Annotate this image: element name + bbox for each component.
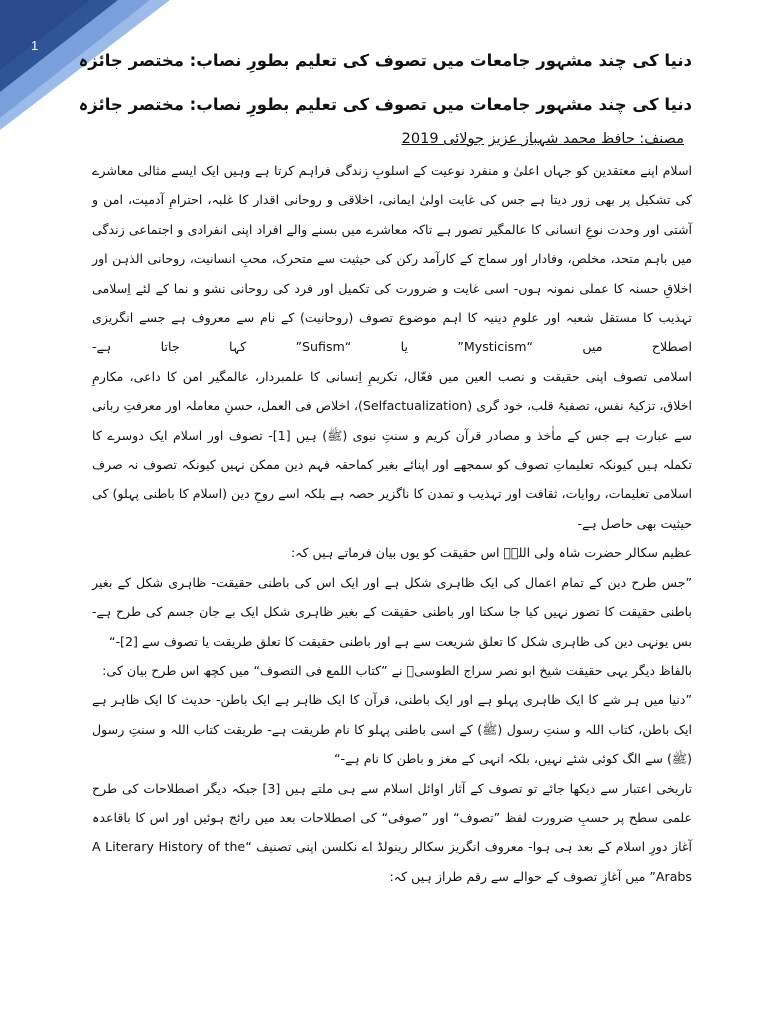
publication-date: جولائی 2019 [401, 131, 485, 147]
document-body [78, 48, 693, 891]
paragraph-shah-waliullah: عظیم سکالر حضرت شاہ ولی اللہؒ اس حقیقت کو یوں بیان فرماتے ہیں کہ: [290, 545, 692, 561]
quote-al-tusi: ”دنیا میں ہر شے کا ایک ظاہری پہلو ہے اور ایک باطنی، قرآن کا ایک ظاہر ہے ایک باطن- حدیث کا ایک ظاہر ہے ایک باطن، کتاب اللہ و سنتِ رسول (ﷺ) کے اسی باطنی پہلو کا نام طریقت ہے- طریقت کتاب اللہ و سنتِ رسول (ﷺ) سے الگ کوئی شئے نہیں، بلکہ انہی کے مغز و باطن کا نام ہے-“ [92, 692, 692, 767]
document-title: دنیا کی چند مشہور جامعات میں تصوف کی تعلیم بطورِ نصاب: مختصر جائزہ [78, 51, 692, 70]
paragraph-intro: اسلام اپنے معتقدین کو جہاں اعلیٰ و منفرد نوعیت کے اسلوبِ زندگی فراہم کرتا ہے وہیں ایک ایسے مثالی معاشرے کی تشکیل پر بھی زور دیتا ہے جس کی غایت اولیٰ ایمانی، اخلاقی و روحانی اقدار کا غلبہ، احترامِ آدمیت، امن و آشتی اور وحدت نوعِ انسانی کا عالمگیر تصور ہے تاکہ معاشرے میں بسنے والے افراد اپنی انفرادی و اجتماعی زندگی میں باہم متحد، مخلص، وفادار اور سماج کے کارآمد رکن کی حیثیت سے متحرک، محبِ انسانیت، روحانی الذہن اور اخلاقِ حسنہ کا عملی نمونہ ہوں- اسی غایت و ضرورت کی تکمیل اور فرد کی روحانی نشو و نما کے لئے اِسلامی تہذیب کا مستقل شعبہ اور علومِ دینیہ کا اہم موضوع تصوف (روحانیت) کے نام سے معروف ہے جسے انگریزی اصطلاح میں “Mysticism” یا “Sufism” کہا جاتا ہے- [92, 163, 692, 355]
paragraph-islamic-tasawwuf: اسلامی تصوف اپنی حقیقت و نصب العین میں فعّال، تکریمِ اِنسانی کا علمبردار، عالمگیر امن کا داعی، مکارمِ اخلاق، تزکیۂ نفس، تصفیۂ قلب، خود گری (Selfactualization)، اخلاص فی العمل، حسنِ معاملہ اور معرفتِ ربانی سے عبارت ہے جس کے ماٰخذ و مصادر قرآن کریم و سنتِ نبوی (ﷺ) ہیں [1]- تصوف اور اسلام ایک دوسرے کا تکملہ ہیں کیونکہ تعلیماتِ تصوف کو سمجھے اور اپنائے بغیر کماحقہ فہم دین ممکن نہیں کیونکہ تصوف نہ صرف اسلامی تعلیمات، روایات، ثقافت اور تہذیب و تمدن کا ناگزیر حصہ ہے بلکہ اسے روحِ دین (اسلام کا باطنی پہلو) کی حیثیت بھی حاصل ہے- [92, 368, 692, 531]
paragraph-al-tusi: بالفاظ دیگر یہی حقیقت شیخ ابو نصر سراج الطوسیؒ نے ”کتاب اللمع فی التصوف“ میں کچھ اس طرح بیان کی: [102, 662, 692, 678]
document-title-repeat: دنیا کی چند مشہور جامعات میں تصوف کی تعلیم بطورِ نصاب: مختصر جائزہ [78, 95, 692, 114]
paragraph-history: تاریخی اعتبار سے دیکھا جائے تو تصوف کے آثار اوائل اسلام سے ہی ملتے ہیں [3] جبکہ دیگر اصطلاحات کی طرح علمی سطح پر حسبِ ضرورت لفظ ”تصوف“ اور ”صوفی“ کی اصطلاحات بعد میں رائج ہوئیں اور اس کا باقاعدہ آغاز دورِ اسلام کے بعد ہی ہوا- معروف انگریز سکالر رینولڈ اے نکلسن اپنی تصنیف “A Literary History of the Arabs” میں آغازِ تصوف کے حوالے سے رقم طراز ہیں کہ: [92, 780, 693, 884]
author-name: مصنف: حافظ محمد شہباز عزیز [488, 131, 684, 147]
quote-shah-waliullah: ”جس طرح دین کے تمام اعمال کی ایک ظاہری شکل ہے اور ایک اس کی باطنی حقیقت- ظاہری شکل کے بغیر باطنی حقیقت کا تصور نہیں کیا جا سکتا اور باطنی حقیقت کے بغیر ظاہری شکل ایک بے جان جسم کی طرح ہے- بس یونہی دین کی ظاہری شکل کا تعلق شریعت سے ہے اور باطنی حقیقت کا تعلق طریقت یا تصوف سے [2]-“ [92, 574, 692, 649]
page-number: 1 [31, 38, 39, 53]
author-line [92, 128, 684, 150]
